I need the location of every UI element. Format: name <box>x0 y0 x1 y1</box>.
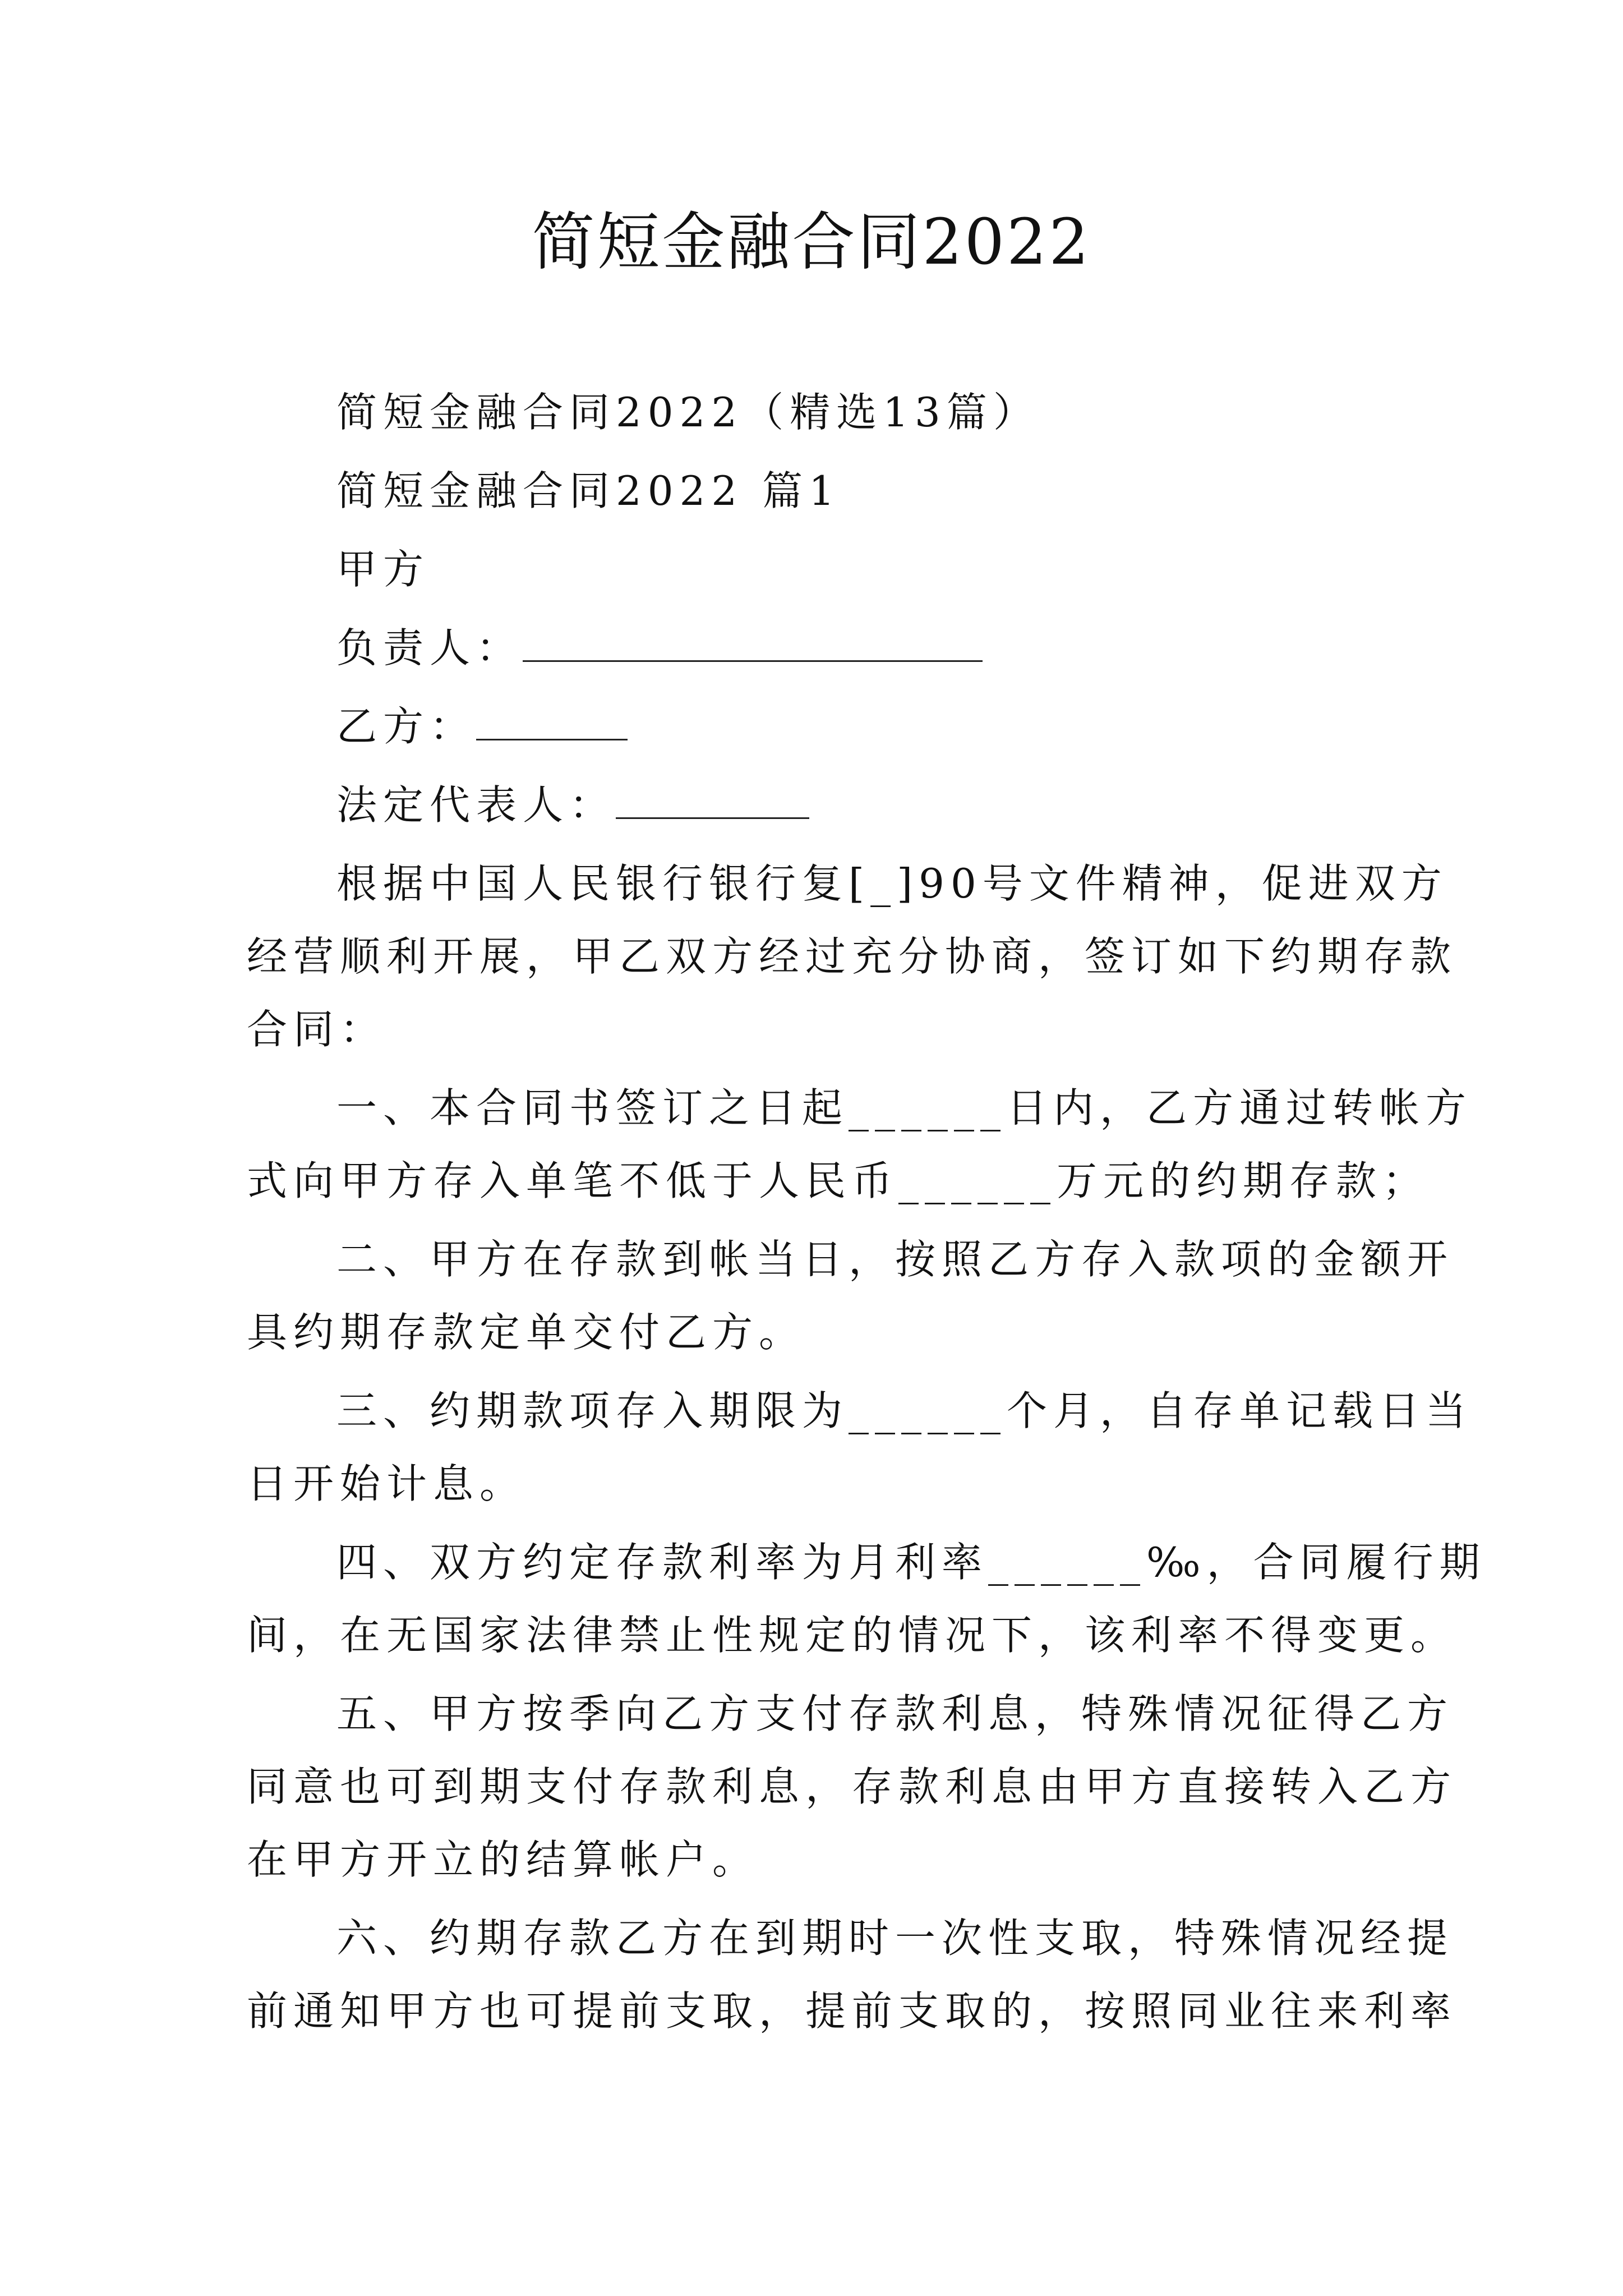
paragraph-line: 一、本合同书签订之日起______日内，乙方通过转帐方 <box>336 1084 1473 1131</box>
paragraph-line: 间，在无国家法律禁止性规定的情况下，该利率不得变更。 <box>247 1612 1458 1659</box>
paragraph-line: 经营顺利开展，甲乙双方经过充分协商，签订如下约期存款 <box>247 933 1458 980</box>
paragraph-line: 式向甲方存入单笔不低于人民币______万元的约期存款； <box>247 1157 1430 1204</box>
section-heading: 简短金融合同2022 篇1 <box>336 467 841 514</box>
legal-rep-label: 法定代表人： <box>336 781 616 829</box>
document-title: 简短金融合同2022 <box>532 206 1091 279</box>
responsible-person-row <box>336 623 983 673</box>
party-b-row <box>336 701 628 752</box>
paragraph-line: 六、约期存款乙方在到期时一次性支取，特殊情况经提 <box>336 1915 1454 1962</box>
paragraph-line: 三、约期款项存入期限为______个月，自存单记载日当 <box>336 1387 1473 1434</box>
party-a-label: 甲方 <box>336 546 430 593</box>
paragraph-line: 四、双方约定存款利率为月利率______‰，合同履行期 <box>336 1539 1486 1586</box>
legal-rep-row <box>336 780 809 830</box>
legal-rep-blank <box>616 783 809 819</box>
responsible-person-blank <box>523 625 983 662</box>
party-b-blank <box>476 704 628 740</box>
party-b-label: 乙方： <box>336 703 477 750</box>
paragraph-line: 具约期存款定单交付乙方。 <box>247 1309 806 1356</box>
paragraph-line: 前通知甲方也可提前支取，提前支取的，按照同业往来利率 <box>247 1987 1458 2035</box>
paragraph-line: 同意也可到期支付存款利息，存款利息由甲方直接转入乙方 <box>247 1763 1458 1810</box>
paragraph-line: 根据中国人民银行银行复[_]90号文件精神，促进双方 <box>336 860 1448 907</box>
document-subtitle: 简短金融合同2022（精选13篇） <box>336 389 1040 436</box>
paragraph-line: 在甲方开立的结算帐户。 <box>247 1836 759 1883</box>
paragraph-line: 合同： <box>247 1006 387 1053</box>
paragraph-line: 二、甲方在存款到帐当日，按照乙方存入款项的金额开 <box>336 1236 1454 1283</box>
paragraph-line: 日开始计息。 <box>247 1460 527 1507</box>
responsible-person-label: 负责人： <box>336 624 523 671</box>
paragraph-line: 五、甲方按季向乙方支付存款利息，特殊情况征得乙方 <box>336 1690 1454 1737</box>
